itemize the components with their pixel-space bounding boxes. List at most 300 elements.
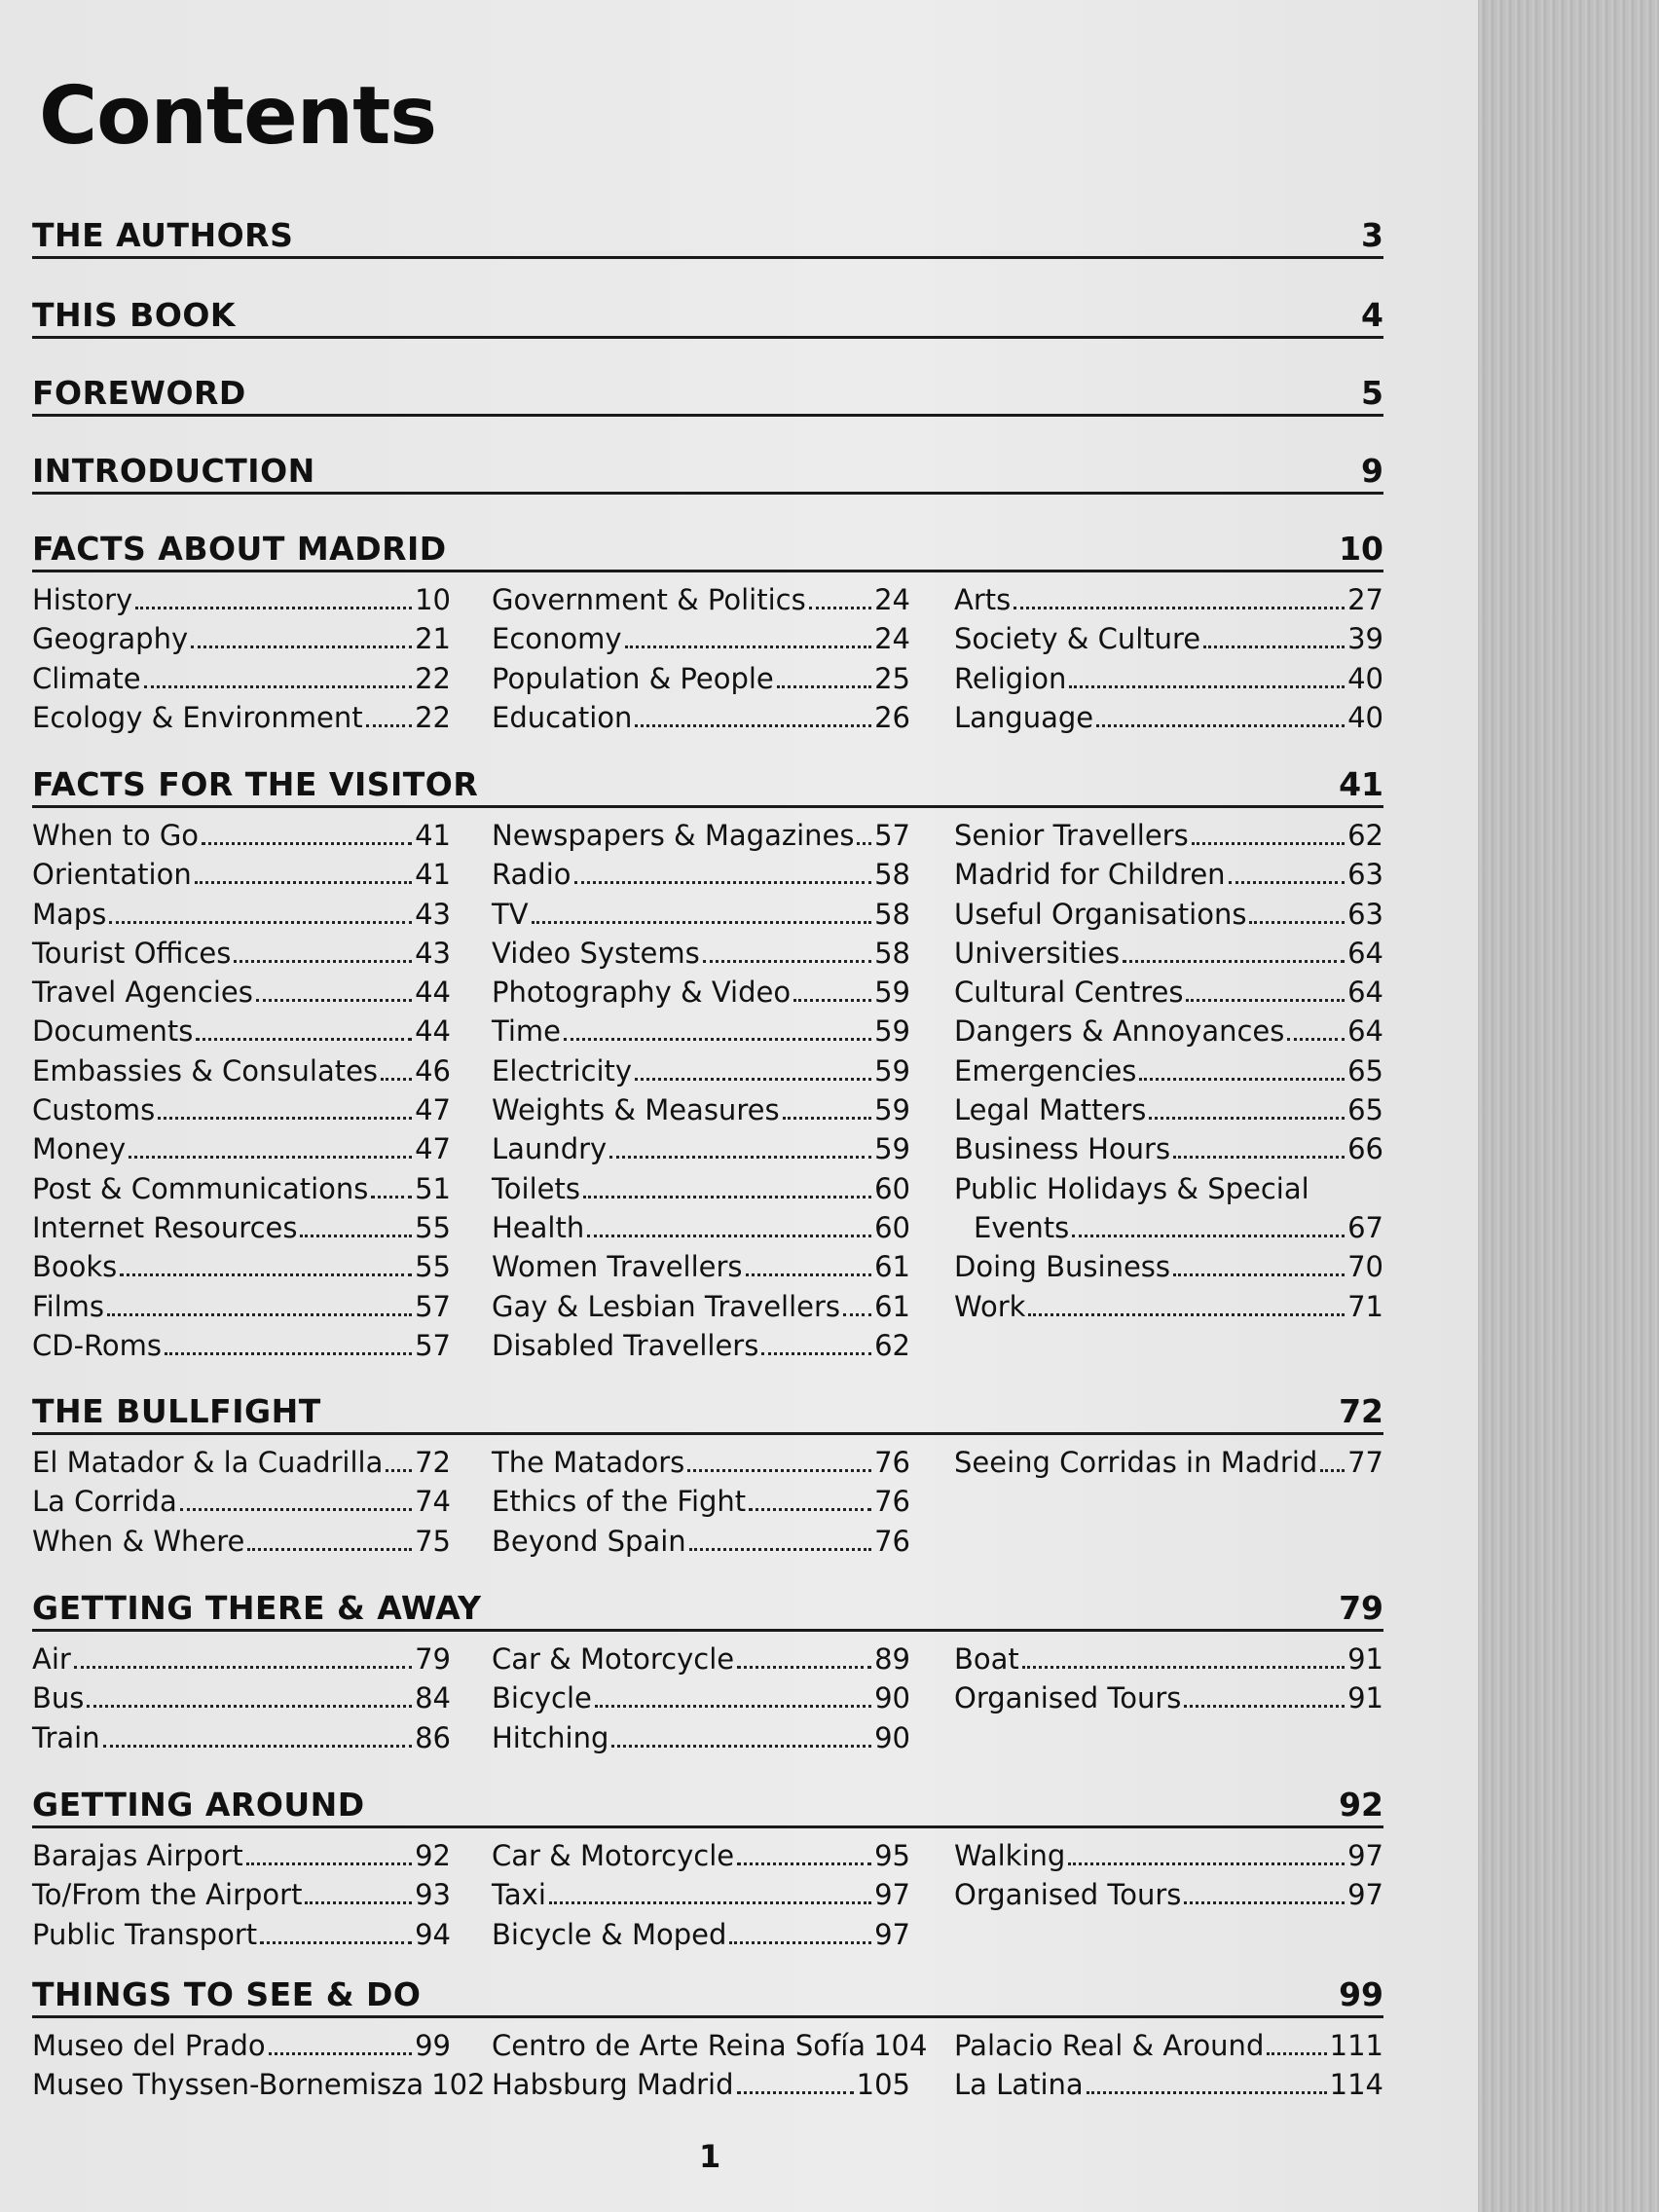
section-page: 4 (1361, 296, 1383, 334)
toc-entry[interactable] (32, 1287, 451, 1326)
dot-leader (1173, 1155, 1345, 1159)
dot-leader (761, 1351, 871, 1355)
entry-column (954, 2026, 1383, 2105)
toc-entry[interactable] (492, 659, 910, 698)
entry-label: Films (32, 1289, 105, 1323)
dot-leader (746, 1272, 872, 1276)
entry-column (954, 580, 1383, 737)
toc-entry[interactable] (32, 1718, 451, 1757)
section-page: 99 (1339, 1975, 1383, 2013)
dot-leader (269, 2051, 412, 2055)
dot-leader (1123, 959, 1345, 963)
entry-label: Travel Agencies (32, 976, 253, 1010)
entry-page: 64 (1347, 976, 1383, 1010)
dot-leader (300, 1234, 412, 1237)
toc-section (32, 1972, 1383, 2105)
toc-entry[interactable] (492, 698, 910, 737)
entry-page: 63 (1347, 858, 1383, 892)
toc-entry[interactable] (492, 619, 910, 658)
entry-column (492, 1836, 910, 1954)
toc-entry[interactable] (32, 973, 451, 1012)
dot-leader (729, 1940, 871, 1944)
toc-entry[interactable] (32, 895, 451, 934)
entry-label: Health (492, 1210, 585, 1244)
toc-entry[interactable] (32, 619, 451, 658)
toc-entry[interactable] (954, 1678, 1383, 1717)
entry-label: Work (954, 1289, 1026, 1323)
entry-page: 76 (874, 1524, 910, 1558)
entry-label: Disabled Travellers (492, 1328, 759, 1362)
dot-leader (1186, 998, 1345, 1002)
entry-page: 102 (431, 2068, 486, 2102)
entry-label: Customs (32, 1093, 156, 1127)
entry-label: La Latina (954, 2068, 1084, 2102)
entry-page: 27 (1347, 583, 1383, 616)
dot-leader (107, 1312, 412, 1316)
entry-label: Bicycle & Moped (492, 1917, 727, 1951)
entry-page: 65 (1347, 1053, 1383, 1088)
entry-label: Bus (32, 1681, 85, 1715)
section-header (32, 1972, 1383, 2018)
dot-leader (234, 959, 412, 963)
entry-label: Madrid for Children (954, 858, 1226, 892)
dot-leader (87, 1704, 412, 1708)
toc-entry[interactable] (492, 1169, 910, 1208)
toc-entry[interactable] (32, 1208, 451, 1247)
entry-label: Seeing Corridas in Madrid (954, 1446, 1318, 1479)
toc-entry[interactable] (492, 1482, 910, 1521)
toc-entry[interactable] (32, 1090, 451, 1129)
dot-leader (587, 1234, 871, 1237)
toc-entry[interactable] (32, 1443, 451, 1482)
toc-entry[interactable] (32, 1326, 451, 1365)
toc-entry[interactable] (954, 698, 1383, 737)
entry-page: 97 (1347, 1878, 1383, 1912)
toc-entry[interactable] (492, 2065, 910, 2104)
entry-page: 61 (874, 1250, 910, 1284)
dot-leader (703, 959, 871, 963)
entry-label: Newspapers & Magazines (492, 819, 855, 852)
entry-page: 62 (1347, 819, 1383, 852)
dot-leader (1249, 920, 1345, 924)
entry-page: 43 (415, 936, 451, 970)
dot-leader (1014, 606, 1345, 609)
entry-label: Money (32, 1132, 127, 1166)
section-header (32, 448, 1383, 495)
page-title: Contents (39, 70, 437, 163)
entry-page: 90 (874, 1681, 910, 1715)
toc-entry[interactable] (492, 1443, 910, 1482)
entry-label: Maps (32, 897, 107, 931)
entry-page: 84 (415, 1681, 451, 1715)
entry-label: Women Travellers (492, 1250, 743, 1284)
entry-label: Gay & Lesbian Travellers (492, 1289, 841, 1323)
entry-page: 75 (415, 1524, 451, 1558)
entry-page: 57 (874, 819, 910, 852)
entry-page: 114 (1329, 2068, 1383, 2102)
entry-page: 99 (415, 2029, 451, 2062)
entry-page: 97 (874, 1878, 910, 1912)
entry-page: 60 (874, 1210, 910, 1244)
toc-entry[interactable] (32, 698, 451, 737)
entry-page: 58 (874, 897, 910, 931)
toc-entry[interactable] (32, 1012, 451, 1051)
dot-leader (386, 1468, 412, 1472)
toc-entry[interactable] (492, 1875, 910, 1914)
dot-leader (1149, 1116, 1345, 1120)
entry-page: 46 (415, 1053, 451, 1088)
entry-label: Population & People (492, 661, 774, 695)
entry-label: Organised Tours (954, 1878, 1182, 1912)
section-title: GETTING AROUND (32, 1786, 365, 1824)
dot-leader (564, 1037, 871, 1041)
entry-page: 94 (415, 1917, 451, 1951)
section-header (32, 1782, 1383, 1828)
toc-entry[interactable] (32, 1247, 451, 1286)
entry-label: Climate (32, 661, 141, 695)
section-title: THINGS TO SEE & DO (32, 1975, 422, 2013)
entry-label: Books (32, 1250, 118, 1284)
entry-page: 93 (415, 1878, 451, 1912)
dot-leader (1096, 723, 1345, 727)
dot-leader (1028, 1312, 1345, 1316)
toc-entry[interactable] (492, 1208, 910, 1247)
toc-entry[interactable] (954, 1208, 1383, 1247)
toc-section (32, 1388, 1383, 1561)
dot-leader (191, 645, 412, 648)
toc-entry[interactable] (32, 2065, 486, 2104)
entry-column (32, 580, 451, 737)
entry-label: When to Go (32, 819, 200, 852)
toc-entry[interactable] (954, 619, 1383, 658)
dot-leader (689, 1547, 871, 1551)
dot-leader (793, 998, 871, 1002)
entry-page: 97 (1347, 1839, 1383, 1872)
entry-page: 25 (874, 661, 910, 695)
entry-page: 24 (874, 622, 910, 656)
entry-label: Universities (954, 936, 1121, 970)
toc-entry[interactable] (954, 1640, 1383, 1678)
toc-entry[interactable] (954, 1051, 1383, 1090)
entry-label: Government & Politics (492, 583, 806, 616)
toc-entry[interactable] (32, 1640, 451, 1678)
entry-label: Barajas Airport (32, 1839, 243, 1872)
toc-entry[interactable] (492, 895, 910, 934)
section-title: INTRODUCTION (32, 452, 315, 490)
entry-page: 55 (415, 1250, 451, 1284)
entry-columns (32, 1836, 1383, 1954)
section-title: THE AUTHORS (32, 216, 294, 254)
entry-label: Bicycle (492, 1681, 592, 1715)
dot-leader (1184, 1900, 1345, 1904)
entry-page: 22 (415, 700, 451, 734)
toc-entry[interactable] (32, 580, 451, 619)
toc-entry[interactable] (32, 1169, 451, 1208)
entry-label: Tourist Offices (32, 936, 232, 970)
dot-leader (625, 645, 872, 648)
toc-entry[interactable] (954, 1836, 1383, 1875)
toc-entry[interactable] (492, 1287, 910, 1326)
entry-page: 59 (874, 1053, 910, 1088)
entry-page: 60 (874, 1171, 910, 1205)
toc-entry[interactable] (954, 2026, 1383, 2065)
toc-entry[interactable] (954, 1129, 1383, 1168)
toc-entry[interactable] (32, 2026, 451, 2065)
entry-page: 41 (415, 858, 451, 892)
entry-page: 43 (415, 897, 451, 931)
toc-entry[interactable] (492, 1051, 910, 1090)
entry-page: 77 (1347, 1446, 1383, 1479)
entry-page: 72 (415, 1446, 451, 1479)
toc-entry[interactable] (32, 1678, 451, 1717)
entry-label: When & Where (32, 1524, 245, 1558)
entry-label: Palacio Real & Around (954, 2029, 1265, 2062)
toc-entry[interactable] (32, 1051, 451, 1090)
entry-column (954, 1640, 1383, 1757)
dot-leader (749, 1507, 871, 1511)
toc-entry[interactable] (492, 1640, 910, 1678)
entry-page: 44 (415, 976, 451, 1010)
toc-entry[interactable] (492, 1012, 910, 1051)
toc-entry[interactable] (32, 1482, 451, 1521)
dot-leader (843, 1312, 871, 1316)
toc-entry[interactable] (492, 580, 910, 619)
toc-entry[interactable] (492, 1247, 910, 1286)
toc-entry[interactable] (32, 855, 451, 894)
section-page: 72 (1339, 1392, 1383, 1430)
entry-page: 59 (874, 1014, 910, 1049)
section-page: 41 (1339, 765, 1383, 803)
toc-entry[interactable] (492, 1090, 910, 1129)
toc-entry[interactable] (492, 2026, 928, 2065)
toc-entry[interactable] (492, 816, 910, 855)
dot-leader (809, 606, 871, 609)
entry-label: Post & Communications (32, 1171, 369, 1205)
entry-page: 105 (856, 2068, 910, 2102)
entry-columns (32, 1443, 1383, 1561)
entry-column (32, 816, 451, 1365)
toc-entry[interactable] (954, 1169, 1383, 1208)
toc-entry[interactable] (954, 973, 1383, 1012)
entry-label: Business Hours (954, 1132, 1171, 1166)
entry-column (492, 816, 910, 1365)
dot-leader (783, 1116, 872, 1120)
entry-page: 64 (1347, 1014, 1383, 1049)
dot-leader (158, 1116, 412, 1120)
entry-page: 51 (415, 1171, 451, 1205)
toc-entry[interactable] (954, 659, 1383, 698)
entry-page: 63 (1347, 897, 1383, 931)
section-page: 10 (1339, 530, 1383, 568)
toc-entry[interactable] (492, 1836, 910, 1875)
entry-column (492, 1443, 910, 1561)
entry-label: Air (32, 1642, 71, 1676)
dot-leader (260, 1940, 412, 1944)
entry-label: History (32, 583, 133, 616)
toc-entry[interactable] (32, 934, 451, 973)
toc-entry[interactable] (954, 1443, 1383, 1482)
entry-page: 95 (874, 1839, 910, 1872)
dot-leader (1203, 645, 1345, 648)
entry-page: 65 (1347, 1093, 1383, 1127)
entry-label: Orientation (32, 858, 192, 892)
section-page: 92 (1339, 1786, 1383, 1824)
entry-label: Embassies & Consulates (32, 1053, 379, 1088)
dot-leader (144, 684, 412, 688)
entry-label: Radio (492, 858, 571, 892)
dot-leader (165, 1351, 412, 1355)
toc-entry[interactable] (492, 1129, 910, 1168)
toc-entry[interactable] (492, 934, 910, 973)
toc-entry[interactable] (492, 1718, 910, 1757)
entry-label: El Matador & la Cuadrilla (32, 1446, 384, 1479)
dot-leader (574, 880, 872, 884)
entry-label: Education (492, 700, 633, 734)
toc-section-authors (32, 212, 1383, 259)
dot-leader (1267, 2051, 1326, 2055)
page-number: 1 (699, 2138, 721, 2175)
toc-entry[interactable] (954, 934, 1383, 973)
toc-entry[interactable] (954, 895, 1383, 934)
entry-page: 10 (415, 583, 451, 616)
toc-entry[interactable] (492, 1326, 910, 1365)
entry-label: Laundry (492, 1132, 608, 1166)
dot-leader (381, 1077, 412, 1081)
entry-label: Centro de Arte Reina Sofía (492, 2029, 866, 2062)
entry-page: 40 (1347, 700, 1383, 734)
entry-page: 59 (874, 976, 910, 1010)
entry-label: Language (954, 700, 1094, 734)
dot-leader (247, 1547, 412, 1551)
entry-column (32, 2026, 486, 2105)
toc-entry[interactable] (954, 855, 1383, 894)
entry-label: Senior Travellers (954, 819, 1189, 852)
toc-entry[interactable] (492, 1678, 910, 1717)
toc-section (32, 1585, 1383, 1757)
dot-leader (1087, 2090, 1327, 2094)
entry-label: Electricity (492, 1053, 633, 1088)
entry-label: Economy (492, 622, 622, 656)
toc-entry[interactable] (492, 973, 910, 1012)
entry-page: 24 (874, 583, 910, 616)
entry-page: 91 (1347, 1642, 1383, 1676)
section-title: FACTS ABOUT MADRID (32, 530, 447, 568)
entry-page: 21 (415, 622, 451, 656)
entry-column (954, 1443, 1383, 1561)
entry-label: Hitching (492, 1720, 609, 1754)
section-page: 79 (1339, 1589, 1383, 1627)
entry-column (32, 1443, 451, 1561)
toc-entry[interactable] (954, 1090, 1383, 1129)
toc-section (32, 761, 1383, 1365)
entry-label: Ecology & Environment (32, 700, 363, 734)
entry-label: Museo del Prado (32, 2029, 266, 2062)
entry-label: Arts (954, 583, 1012, 616)
entry-page: 57 (415, 1328, 451, 1362)
entry-page: 61 (874, 1289, 910, 1323)
toc-entry[interactable] (954, 816, 1383, 855)
dot-leader (1173, 1272, 1345, 1276)
toc-entry[interactable] (32, 1836, 451, 1875)
dot-leader (256, 998, 412, 1002)
entry-page: 40 (1347, 661, 1383, 695)
dot-leader (635, 723, 871, 727)
dot-leader (180, 1507, 412, 1511)
entry-label: Events (974, 1210, 1070, 1244)
dot-leader (532, 920, 872, 924)
toc-entry[interactable] (954, 1287, 1383, 1326)
toc-entry[interactable] (492, 855, 910, 894)
dot-leader (1229, 880, 1346, 884)
toc-entry[interactable] (492, 1522, 910, 1561)
entry-page: 64 (1347, 936, 1383, 970)
dot-leader (737, 1665, 871, 1669)
dot-leader (857, 841, 871, 845)
toc-section-this-book (32, 292, 1383, 339)
entry-label: Weights & Measures (492, 1093, 780, 1127)
entry-page: 55 (415, 1210, 451, 1244)
entry-label: Emergencies (954, 1053, 1137, 1088)
dot-leader (595, 1704, 871, 1708)
dot-leader (1287, 1037, 1345, 1041)
entry-page: 76 (874, 1446, 910, 1479)
dot-leader (371, 1195, 412, 1198)
dot-leader (611, 1744, 871, 1748)
dot-leader (135, 606, 412, 609)
toc-entry[interactable] (32, 659, 451, 698)
toc-entry[interactable] (954, 2065, 1383, 2104)
entry-columns (32, 580, 1383, 737)
entry-label: Car & Motorcycle (492, 1642, 735, 1676)
toc-section (32, 526, 1383, 737)
dot-leader (202, 841, 412, 845)
entry-page: 86 (415, 1720, 451, 1754)
toc-entry[interactable] (32, 1522, 451, 1561)
dot-leader (777, 684, 871, 688)
section-title: FOREWORD (32, 374, 246, 412)
section-title: THIS BOOK (32, 296, 236, 334)
adjacent-page-edge (1478, 0, 1659, 2212)
entry-label: Train (32, 1720, 100, 1754)
dot-leader (196, 1037, 412, 1041)
section-header (32, 370, 1383, 417)
entry-page: 97 (874, 1917, 910, 1951)
toc-entry[interactable] (954, 580, 1383, 619)
toc-entry[interactable] (954, 1875, 1383, 1914)
entry-page: 71 (1347, 1289, 1383, 1323)
entry-page: 22 (415, 661, 451, 695)
entry-page: 47 (415, 1093, 451, 1127)
entry-label: Society & Culture (954, 622, 1201, 656)
entry-page: 111 (1329, 2029, 1383, 2062)
toc-entry[interactable] (492, 1915, 910, 1954)
toc-entry[interactable] (32, 1875, 451, 1914)
entry-label: Ethics of the Fight (492, 1485, 747, 1519)
entry-label: The Matadors (492, 1446, 685, 1479)
section-header (32, 212, 1383, 259)
toc-entry[interactable] (954, 1247, 1383, 1286)
section-header (32, 1585, 1383, 1632)
entry-label: Habsburg Madrid (492, 2068, 734, 2102)
toc-entry[interactable] (32, 1915, 451, 1954)
toc-entry[interactable] (32, 1129, 451, 1168)
entry-page: 91 (1347, 1681, 1383, 1715)
toc-entry[interactable] (954, 1012, 1383, 1051)
entry-column (954, 816, 1383, 1365)
entry-label: Walking (954, 1839, 1066, 1872)
dot-leader (195, 880, 412, 884)
toc-entry[interactable] (32, 816, 451, 855)
